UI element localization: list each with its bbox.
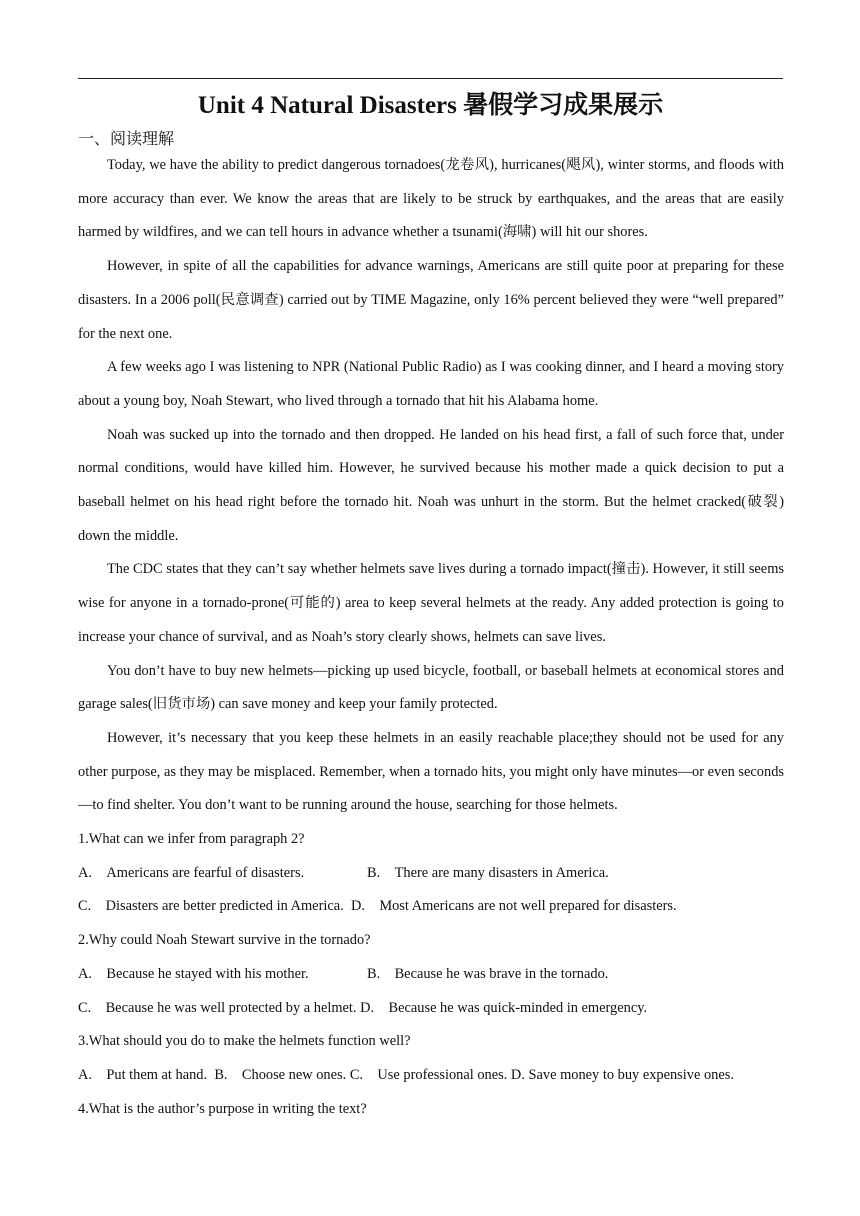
question-2-option-d: D. Because he was quick-minded in emergency.: [360, 999, 648, 1016]
passage-paragraph-6: You don’t have to buy new helmets—picking up used bicycle, football, or baseball helmets at economical stores and garage sales(旧货市场) can save money and keep your family protected.: [78, 662, 784, 713]
question-1-option-c: C. Disasters are better predicted in America.: [78, 898, 344, 915]
passage-paragraph-3: A few weeks ago I was listening to NPR (National Public Radio) as I was cooking dinner, and I heard a moving story about a young boy, Noah Stewart, who lived through a tornado that hit his Alabama home.: [78, 359, 784, 409]
question-2-option-c: C. Because he was well protected by a helmet.: [78, 999, 357, 1016]
passage-paragraph-1: Today, we have the ability to predict dangerous tornadoes(龙卷风), hurricanes(飓风), winter storms, and floods with more accuracy than ever. We know the areas that are likely to be struck by earthquakes, and the areas that are easily harmed by wildfires, and we can tell hours in advance whether a tsunami(海啸) will hit our shores.: [78, 157, 784, 241]
passage-paragraph-4: Noah was sucked up into the tornado and then dropped. He landed on his head first, a fall of such force that, under normal conditions, would have killed him. However, he survived because his mother made a quick decision to put a baseball helmet on his head right before the tornado hit. Noah was unhurt in the storm. But the helmet cracked(破裂) down the middle.: [78, 426, 784, 544]
question-2-options-row: [78, 958, 784, 992]
question-3-option-d: D. Save money to buy expensive ones.: [510, 1066, 734, 1083]
passage-paragraph-5: The CDC states that they can’t say whether helmets save lives during a tornado impact(撞击). However, it still seems wise for anyone in a tornado-prone(可能的) area to keep several helmets at the ready. Any added protection is going to increase your chance of survival, and as Noah’s story clearly shows, helmets can save lives.: [78, 561, 784, 645]
document-title: Unit 4 Natural Disasters 暑假学习成果展示: [197, 92, 664, 119]
question-1-options-row: [78, 857, 784, 891]
question-1-option-d: D. Most Americans are not well prepared for disasters.: [350, 898, 677, 915]
question-4-stem: 4.What is the author’s purpose in writing the text?: [78, 1100, 367, 1117]
question-3-option-c: C. Use professional ones.: [349, 1066, 508, 1083]
question-2-stem: 2.Why could Noah Stewart survive in the tornado?: [78, 932, 371, 949]
header-rule: [78, 78, 783, 79]
question-1-options-row: [78, 890, 784, 924]
passage-paragraph-7: However, it’s necessary that you keep these helmets in an easily reachable place;they should not be used for any other purpose, as they may be misplaced. Remember, when a tornado hits, you might only have minutes—or even seconds—to find shelter. You don’t want to be running around the house, searching for those helmets.: [78, 729, 784, 814]
question-1-option-a: A. Americans are fearful of disasters.: [78, 864, 305, 881]
question-2-options-row: [78, 992, 784, 1026]
question-3-option-a: A. Put them at hand.: [78, 1066, 208, 1083]
question-2-option-a: A. Because he stayed with his mother.: [78, 965, 309, 982]
question-1-option-b: B. There are many disasters in America.: [367, 864, 609, 881]
question-1-stem: 1.What can we infer from paragraph 2?: [78, 831, 305, 848]
question-2-option-b: B. Because he was brave in the tornado.: [367, 965, 609, 982]
question-3-option-b: B. Choose new ones.: [214, 1066, 347, 1083]
passage-paragraph-2: However, in spite of all the capabilities for advance warnings, Americans are still quite poor at preparing for these disasters. In a 2006 poll(民意调查) carried out by TIME Magazine, only 16% percent believed they were “well prepared” for the next one.: [78, 258, 784, 342]
question-3-options-row: [78, 1059, 784, 1093]
question-3-stem: 3.What should you do to make the helmets function well?: [78, 1033, 411, 1050]
document-body: [78, 149, 784, 1126]
section-heading: 一、阅读理解: [78, 129, 175, 148]
